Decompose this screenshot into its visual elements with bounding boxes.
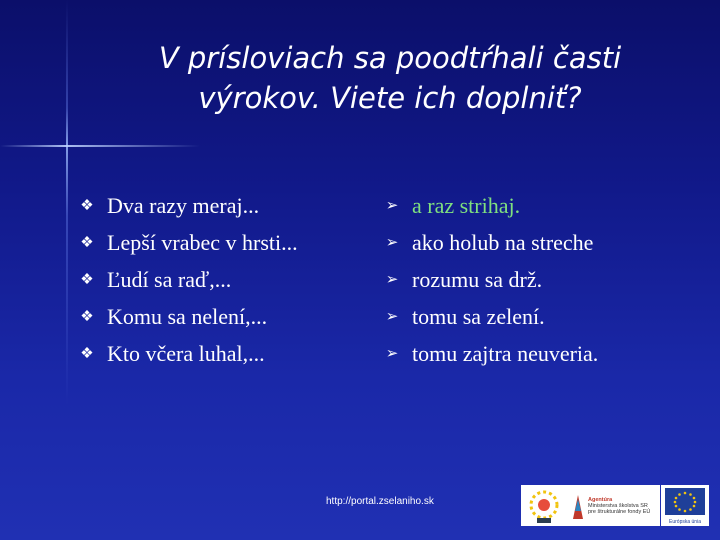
proverb-ending: tomu sa zelení. <box>412 303 545 329</box>
agency-ministry: Ministerstva školstva SR <box>588 502 648 509</box>
project-logo <box>521 485 567 526</box>
proverb-beginnings-list <box>80 187 298 372</box>
slide-title <box>100 38 680 118</box>
diamond-bullet-icon: ❖ <box>80 198 94 214</box>
arrow-bullet-icon: ➢ <box>385 235 399 251</box>
list-item <box>385 261 598 298</box>
list-item <box>80 298 298 335</box>
agency-logo <box>567 485 660 526</box>
proverb-ending: tomu zajtra neuveria. <box>412 340 599 366</box>
proverb-beginning: Kto včera luhal,... <box>107 340 265 366</box>
agency-funds: pre štrukturálne fondy EÚ <box>588 508 651 515</box>
diamond-bullet-icon: ❖ <box>80 346 94 362</box>
proverb-beginning: Komu sa nelení,... <box>107 303 268 329</box>
star-ring-logo-icon <box>521 485 567 526</box>
diamond-bullet-icon: ❖ <box>80 235 94 251</box>
list-item <box>385 224 598 261</box>
diamond-bullet-icon: ❖ <box>80 309 94 325</box>
eu-logo <box>661 485 709 526</box>
proverb-beginning: Lepší vrabec v hrsti... <box>107 229 298 255</box>
list-item <box>80 261 298 298</box>
slide-title-line-1: V prísloviach sa poodtŕhali časti <box>158 41 622 75</box>
slide-title-line-2: výrokov. Viete ich doplniť? <box>198 81 582 115</box>
list-item <box>80 335 298 372</box>
arrow-bullet-icon: ➢ <box>385 272 399 288</box>
eu-flag-icon <box>661 485 709 526</box>
decorative-sparkle-vertical <box>66 0 68 540</box>
list-item <box>80 224 298 261</box>
proverb-ending: ako holub na streche <box>412 229 594 255</box>
list-item <box>385 298 598 335</box>
proverb-beginning: Dva razy meraj... <box>107 192 260 218</box>
diamond-bullet-icon: ❖ <box>80 272 94 288</box>
list-item <box>80 187 298 224</box>
agency-flag-icon <box>571 491 585 521</box>
arrow-bullet-icon: ➢ <box>385 346 399 362</box>
footer-url[interactable]: http://portal.zselaniho.sk <box>326 496 434 507</box>
proverb-ending: a raz strihaj. <box>412 192 521 218</box>
agency-name: Agentúra <box>588 496 613 503</box>
proverb-beginning: Ľudí sa raď,... <box>107 266 232 292</box>
arrow-bullet-icon: ➢ <box>385 198 399 214</box>
list-item <box>385 187 598 224</box>
arrow-bullet-icon: ➢ <box>385 309 399 325</box>
eu-label: Európska únia <box>669 519 701 525</box>
proverb-endings-list <box>385 187 598 372</box>
list-item <box>385 335 598 372</box>
proverb-ending: rozumu sa drž. <box>412 266 543 292</box>
decorative-sparkle-horizontal <box>0 145 200 147</box>
